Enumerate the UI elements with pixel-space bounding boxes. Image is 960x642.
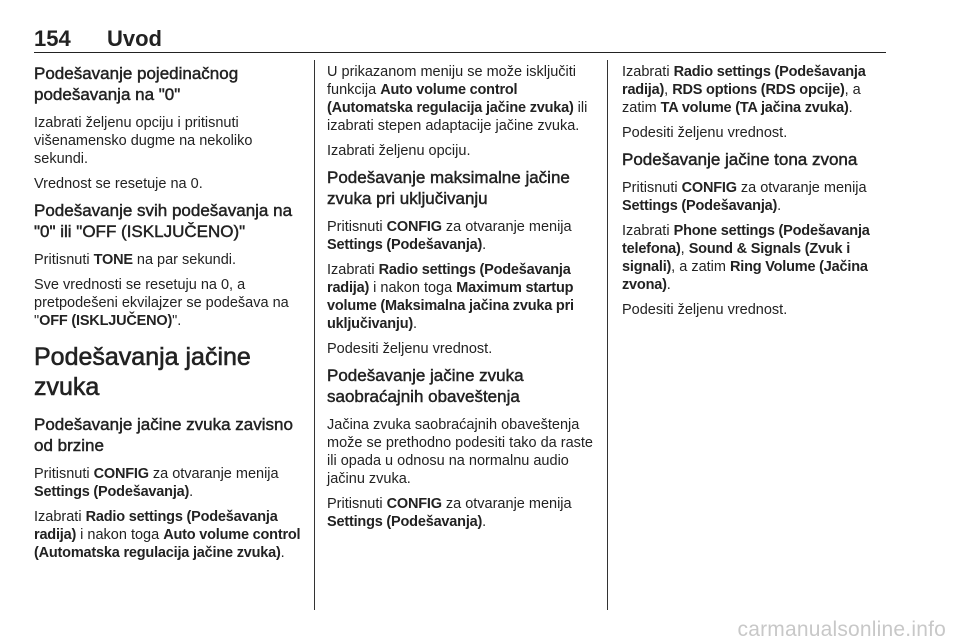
paragraph: Pritisnuti CONFIG za otvaranje menija Settings (Podešavanja). <box>327 496 572 530</box>
menu-ref: RDS options (RDS opcije) <box>672 82 845 98</box>
page-header <box>34 24 886 54</box>
paragraph: Sve vrednosti se resetuju na 0, a pretpodešeni ekvilajzer se podešava na "OFF (ISKLJUČENO)". <box>34 277 289 329</box>
paragraph: Podesiti željenu vrednost. <box>622 125 788 141</box>
paragraph: Pritisnuti TONE na par sekundi. <box>34 252 237 268</box>
button-ref: TONE <box>93 252 133 268</box>
button-ref: CONFIG <box>386 219 442 235</box>
heading-speed-volume: Podešavanje jačine zvuka zavisno od brzine <box>34 415 293 455</box>
paragraph: U prikazanom meniju se može isključiti funkcija Auto volume control (Automatska regulacija jačine zvuka) ili izabrati stepen adaptacije jačine zvuka. <box>327 64 588 134</box>
menu-ref: Auto volume control (Automatska regulacija jačine zvuka) <box>34 527 301 561</box>
menu-ref: Settings (Podešavanja) <box>622 198 778 214</box>
paragraph: Izabrati Phone settings (Podešavanja telefona), Sound & Signals (Zvuk i signali), a zatim Ring Volume (Jačina zvona). <box>622 223 870 293</box>
paragraph: Pritisnuti CONFIG za otvaranje menija Settings (Podešavanja). <box>622 180 867 214</box>
paragraph: Podesiti željenu vrednost. <box>327 341 493 357</box>
menu-ref: Settings (Podešavanja) <box>327 514 483 530</box>
column-1 <box>34 63 306 569</box>
paragraph: Podesiti željenu vrednost. <box>622 302 788 318</box>
menu-ref: Radio settings (Podešavanja radija) <box>622 64 866 98</box>
page-number: 154 <box>34 26 71 51</box>
heading-ring-volume: Podešavanje jačine tona zvona <box>622 150 858 169</box>
menu-ref: Sound & Signals (Zvuk i signali) <box>622 241 851 275</box>
button-ref: CONFIG <box>93 466 149 482</box>
paragraph: Pritisnuti CONFIG za otvaranje menija Settings (Podešavanja). <box>34 466 279 500</box>
heading-single-reset: Podešavanje pojedinačnog podešavanja na "0" <box>34 64 239 104</box>
menu-ref: Radio settings (Podešavanja radija) <box>327 262 571 296</box>
paragraph: Jačina zvuka saobraćajnih obaveštenja može se prethodno podesiti tako da raste ili opada u odnosu na normalnu audio jačinu zvuka. <box>327 417 593 487</box>
menu-ref: OFF (ISKLJUČENO) <box>39 313 173 329</box>
header-divider <box>34 52 886 53</box>
paragraph: Izabrati Radio settings (Podešavanja radija) i nakon toga Maximum startup volume (Maksimalna jačina zvuka pri uključivanju). <box>327 262 574 332</box>
paragraph: Izabrati željenu opciju. <box>327 143 471 159</box>
column-divider-1 <box>314 60 315 610</box>
menu-ref: Auto volume control (Automatska regulacija jačine zvuka) <box>327 82 574 116</box>
paragraph: Izabrati Radio settings (Podešavanja radija) i nakon toga Auto volume control (Automatska regulacija jačine zvuka). <box>34 509 301 561</box>
section-title: Uvod <box>107 26 162 51</box>
menu-ref: Radio settings (Podešavanja radija) <box>34 509 278 543</box>
column-3 <box>622 63 890 326</box>
heading-traffic-volume: Podešavanje jačine zvuka saobraćajnih obaveštenja <box>327 366 524 406</box>
button-ref: CONFIG <box>386 496 442 512</box>
menu-ref: Maximum startup volume (Maksimalna jačina zvuka pri uključivanju) <box>327 280 574 332</box>
paragraph: Izabrati željenu opciju i pritisnuti višenamensko dugme na nekoliko sekundi. <box>34 115 253 167</box>
column-divider-2 <box>607 60 608 610</box>
paragraph: Vrednost se resetuje na 0. <box>34 176 203 192</box>
chapter-heading: Podešavanja jačine zvuka <box>34 343 251 401</box>
watermark: carmanualsonline.info <box>737 618 946 641</box>
menu-ref: Phone settings (Podešavanja telefona) <box>622 223 870 257</box>
menu-ref: Settings (Podešavanja) <box>34 484 190 500</box>
heading-max-startup-volume: Podešavanje maksimalne jačine zvuka pri uključivanju <box>327 168 570 208</box>
heading-all-reset: Podešavanje svih podešavanja na "0" ili "OFF (ISKLJUČENO)" <box>34 201 293 241</box>
button-ref: CONFIG <box>681 180 737 196</box>
menu-ref: TA volume (TA jačina zvuka) <box>660 100 849 116</box>
column-2 <box>327 63 595 538</box>
paragraph: Izabrati Radio settings (Podešavanja radija), RDS options (RDS opcije), a zatim TA volume (TA jačina zvuka). <box>622 64 866 116</box>
paragraph: Pritisnuti CONFIG za otvaranje menija Settings (Podešavanja). <box>327 219 572 253</box>
menu-ref: Ring Volume (Jačina zvona) <box>622 259 868 293</box>
menu-ref: Settings (Podešavanja) <box>327 237 483 253</box>
